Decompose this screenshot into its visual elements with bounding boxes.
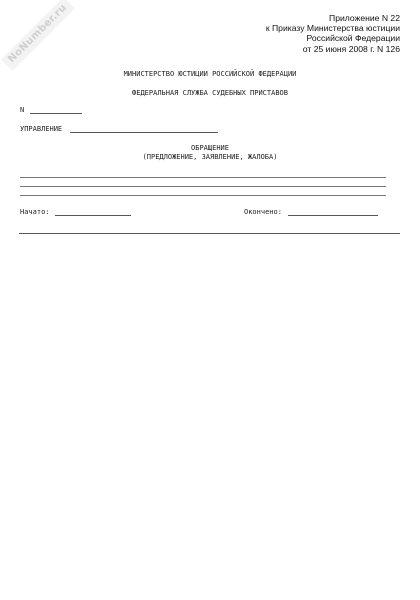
- number-blank[interactable]: [30, 105, 82, 114]
- number-label: N: [20, 106, 25, 114]
- number-field-row: [20, 105, 82, 114]
- text-line[interactable]: [20, 195, 386, 196]
- appendix-line: Приложение N 22: [329, 13, 400, 23]
- started-field-row: [20, 207, 131, 216]
- appendix-line: от 25 июня 2008 г. N 126: [302, 43, 400, 54]
- service-heading: ФЕДЕРАЛЬНАЯ СЛУЖБА СУДЕБНЫХ ПРИСТАВОВ: [132, 89, 288, 97]
- finished-blank[interactable]: [288, 207, 378, 216]
- bottom-divider: [19, 233, 400, 234]
- text-line[interactable]: [20, 177, 386, 178]
- appendix-line: к Приказу Министерства юстиции: [265, 23, 400, 34]
- finished-label: Окончено:: [244, 208, 282, 216]
- appendix-reference: [266, 13, 400, 54]
- department-blank[interactable]: [70, 124, 218, 133]
- department-field-row: [20, 124, 218, 133]
- form-subtitle: (ПРЕДЛОЖЕНИЕ, ЗАЯВЛЕНИЕ, ЖАЛОБА): [142, 153, 278, 161]
- started-label: Начато:: [20, 208, 50, 216]
- department-label: УПРАВЛЕНИЕ: [20, 125, 63, 133]
- finished-field-row: [244, 207, 378, 216]
- form-title: ОБРАЩЕНИЕ: [191, 144, 229, 152]
- text-line[interactable]: [20, 186, 386, 187]
- ministry-heading: МИНИСТЕРСТВО ЮСТИЦИИ РОССИЙСКОЙ ФЕДЕРАЦИИ: [123, 70, 297, 78]
- started-blank[interactable]: [55, 207, 131, 216]
- watermark-logo: NoNumber.ru: [1, 0, 75, 71]
- appendix-line: Российской Федерации: [306, 33, 400, 44]
